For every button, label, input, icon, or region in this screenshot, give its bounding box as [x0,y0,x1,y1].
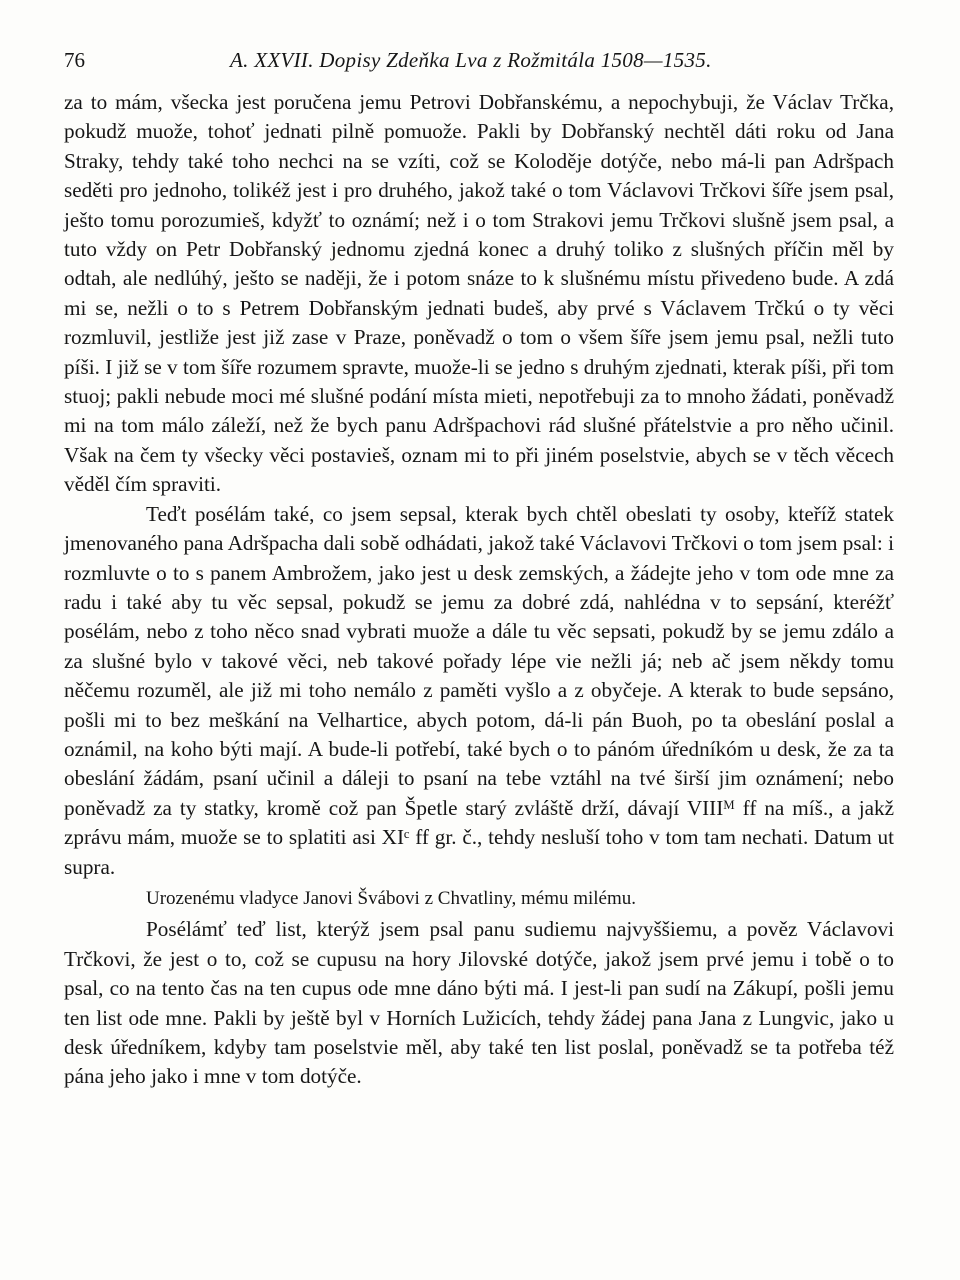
page-content [64,48,894,1092]
running-head: A. XXVII. Dopisy Zdeňka Lva z Rožmitála 1508—1535. [230,48,712,72]
paragraph: Posélámť teď list, kterýž jsem psal panu sudiemu najvyššiemu, a pověz Václavovi Trčkovi, že jest o to, což se cupusu na hory Jilovské dotýče, jakož jsem prvé jemu i tobě o to psal, co na tento čas na ten cupus ode mne dáno býti má. I jest-li pan sudí na Zákupí, pošli jemu ten list ode mne. Pakli by ještě byl v Horních Lužicích, tehdy žádej pana Jana z Lungvic, jako u desk úředníkem, kdyby tam poselstvie měl, aby také ten list poslal, poněvadž se ta potřeba též pána jeho jako i mne v tom dotýče. [64,917,894,1089]
letter-address: Urozenému vladyce Janovi Švábovi z Chvatliny, mému milému. [146,887,637,909]
paragraph: za to mám, všecka jest poručena jemu Petrovi Dobřanskému, a nepochybuji, že Václav Trčka, pokudž muože, tohoť jednati pilně pomuože. Pakli by Dobřanský nechtěl dáti roku od Jana Straky, tehdy také toho nechci na se vzíti, což se Koloděje dotýče, nebo má-li pan Adršpach seděti pro jednoho, tolikéž jest i pro druhého, jakož také o tom Václavovi Trčkovi šíře jsem psal, ješto tomu porozumieš, kdyžť to oznámí; než i o tom Strakovi jemu Trčkovi slušně jsem psal, a tuto vždy on Petr Dobřanský jednomu zjedná konec a druhý toliko z slušných příčin měl by odtah, ale nedlúhý, ješto se naději, že i potom snáze to k slušnému místu přivedeno bude. A zdá mi se, nežli o to s Petrem Dobřanským jednati budeš, aby prvé s Václavem Trčkú o ty věci rozmluvil, jestliže jest již zase v Praze, poněvadž o tom o všem šíře jsem jemu psal, nežli tuto píši. I již se v tom šíře rozumem spravte, muože-li se jedno s druhým zjednati, kterak píši, při tom stuoj; pakli nebude moci mé slušné podání místa mieti, nepotřebuji za to mnoho žádati, poněvadž mi na tom málo záleží, než že bych panu Adršpachovi rád slušné přátelstvie a pro něho učinil. Však na čem ty všecky věci postavieš, oznam mi to při jiném poselstvie, abych se v těch věcech věděl čím spraviti. [64,90,894,497]
page-number: 76 [64,48,85,72]
page-header [64,48,894,88]
paragraph: Teďt posélám také, co jsem sepsal, kterak bych chtěl obeslati ty osoby, kteříž statek jmenovaného pana Adršpacha dali sobě odhádati, jakož také Václavovi Trčkovi o tom jsem psal: i rozmluvte o to s panem Ambrožem, jako jest u desk zemských, a žádejte jeho v tom ode mne za radu i také aby tu věc sepsal, pokudž se jemu za dobré zdá, nahlédna v to sepsání, kteréžť posélám, nebo z toho něco snad vybrati muože a dále tu věc sepsati, pokudž by se jemu zdálo a za slušné bylo v takové věci, neb takové pořady lépe vie nežli já; neb ač jsem někdy tomu něčemu rozuměl, ale již mi toho nemálo z paměti vyšlo a z obyčeje. A kterak to bude sepsáno, pošli mi to bez meškání na Velhartice, abych potom, dá-li pán Buoh, po ta obeslání poslal a oznámil, na koho býti mají. A bude-li potřebí, také bych o to pánóm úředníkóm u desk, že za ta obeslání žádám, psaní učinil a dáleji to psaní na tebe vztáhl na tvé širší jim oznámení; nebo poněvadž za ty statky, kromě což pan Špetle starý zvláště drží, dávají VIIIᴹ ff na míš., a jakž zprávu mám, muože se to splatiti asi XIᶜ ff gr. č., tehdy nesluší toho v tom tam nechati. Datum ut supra. [64,501,894,879]
body-text [64,88,894,1092]
